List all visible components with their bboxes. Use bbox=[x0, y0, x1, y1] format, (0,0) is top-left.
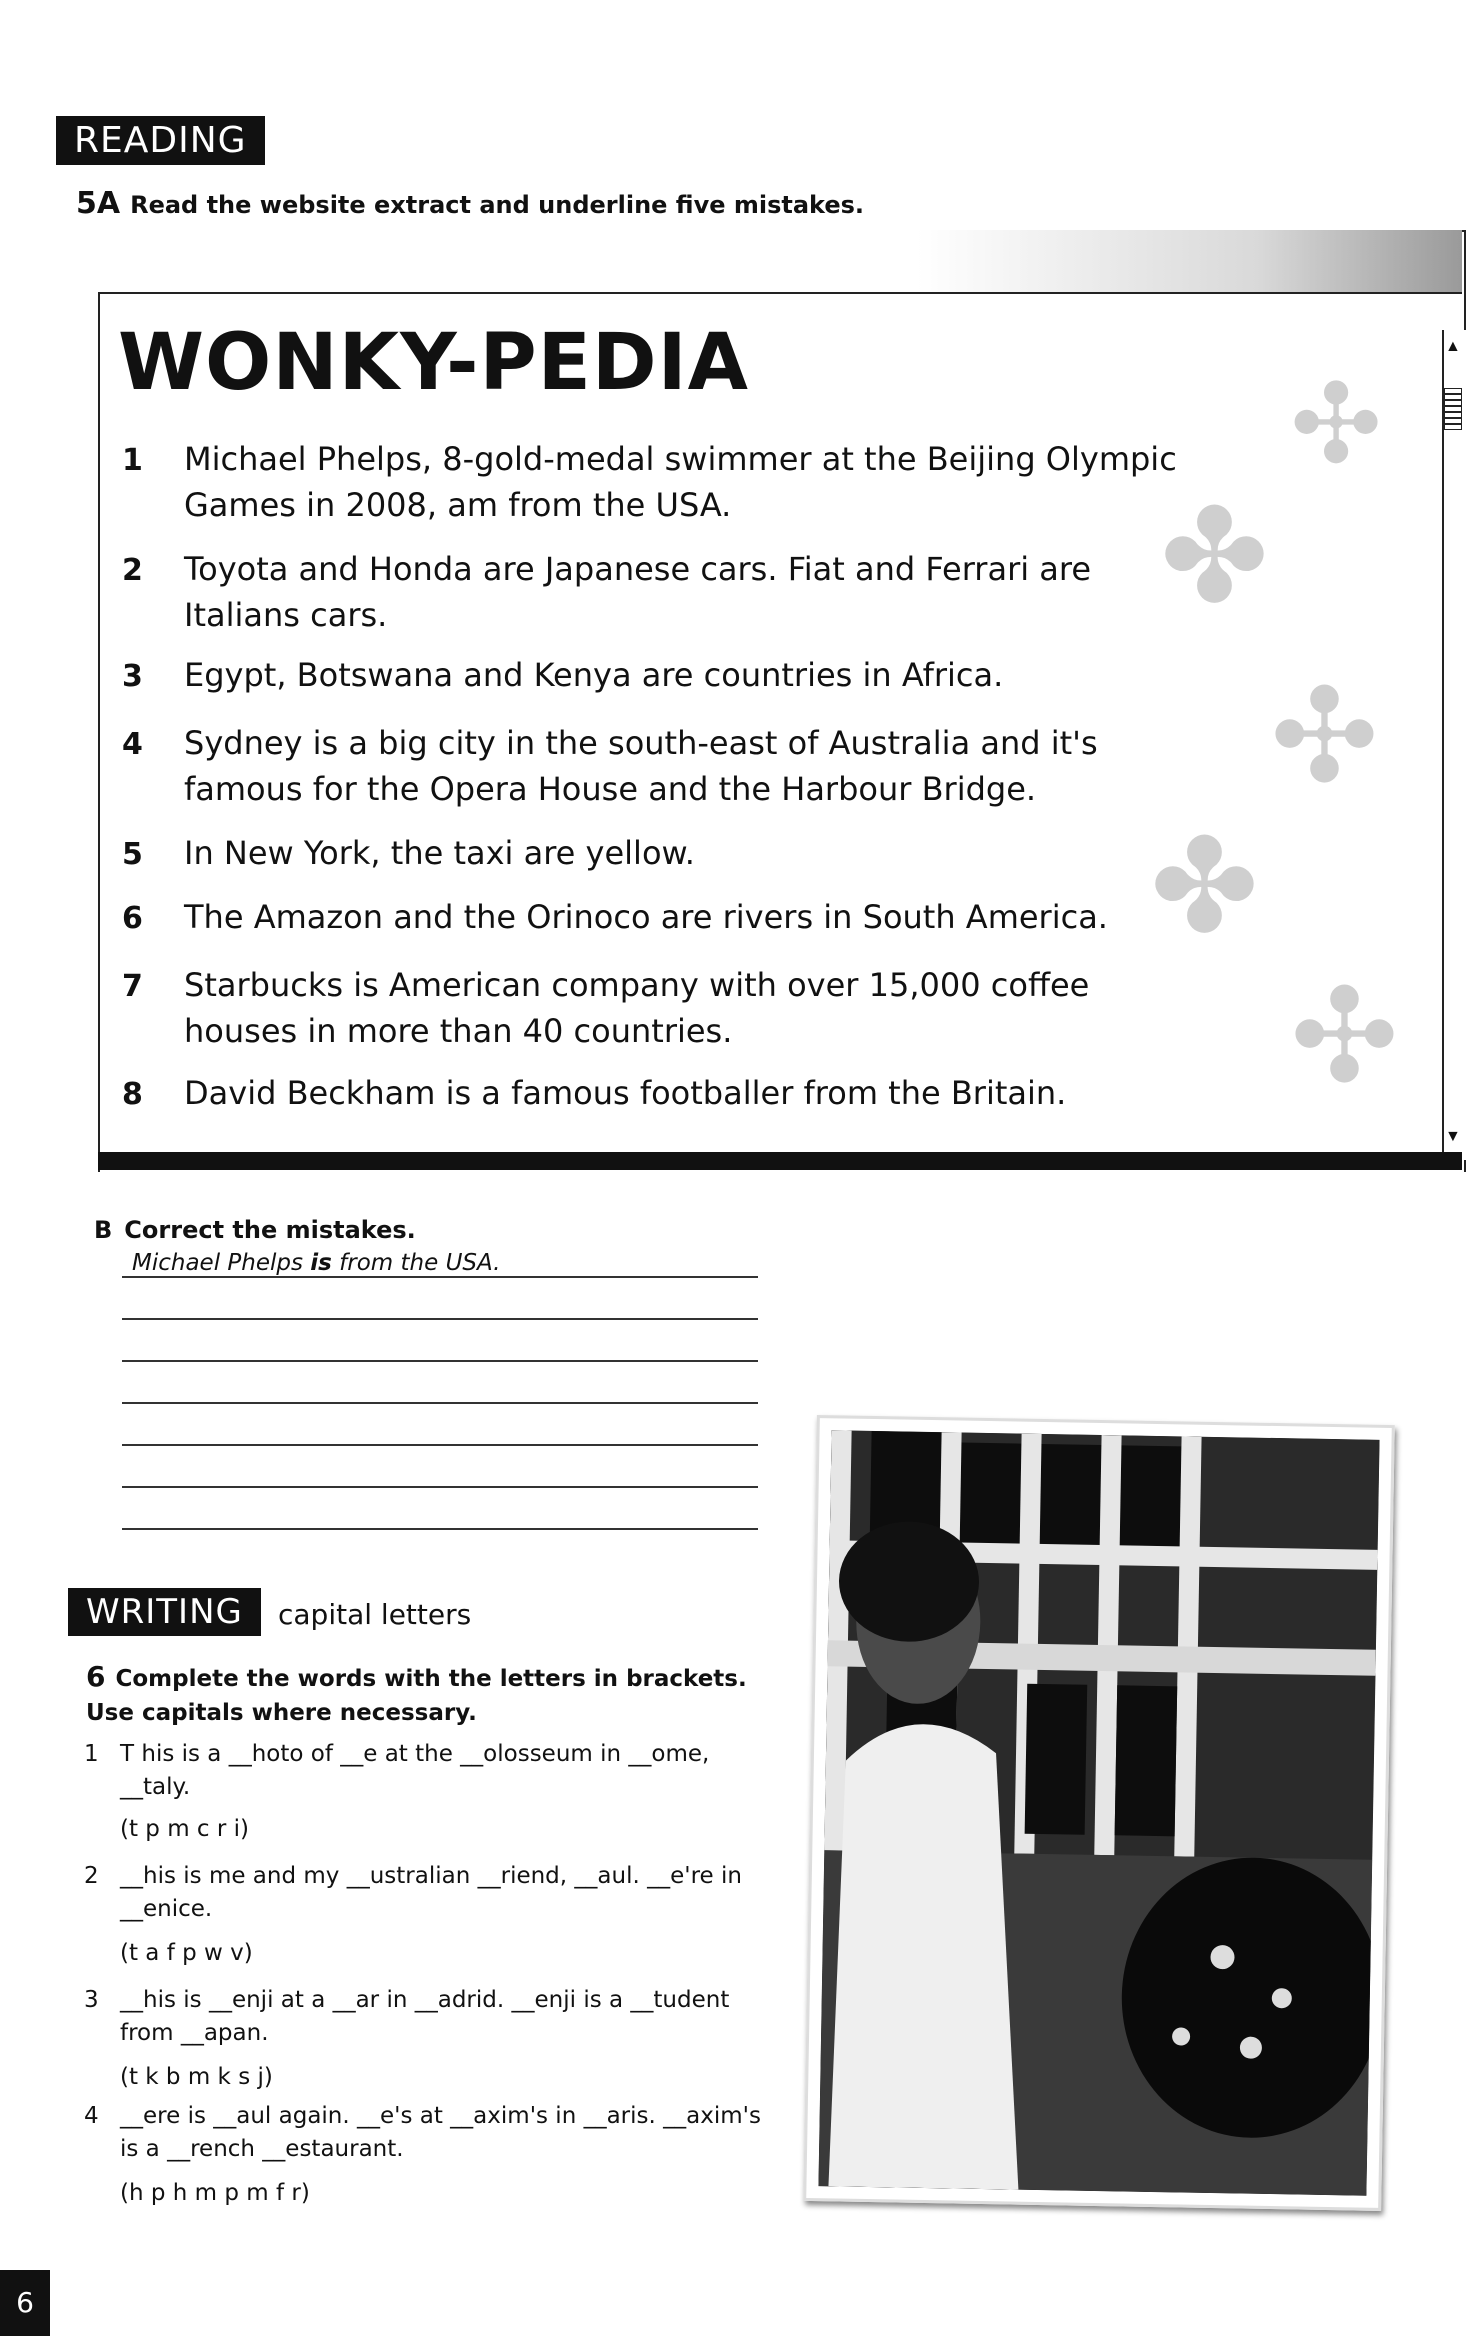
fact-item bbox=[122, 546, 1182, 638]
writing-item-line2[interactable]: __taly. bbox=[120, 1774, 191, 1800]
example-answer-bold: is bbox=[310, 1250, 332, 1276]
fact-number: 7 bbox=[122, 969, 143, 1004]
writing-item-line1[interactable]: __his is __enji at a __ar in __adrid. __enji is a __tudent bbox=[120, 1987, 730, 2013]
fact-number: 5 bbox=[122, 837, 143, 872]
writing-item-line1[interactable]: __ere is __aul again. __e's at __axim's in __aris. __axim's bbox=[120, 2103, 761, 2129]
fact-text: Egypt, Botswana and Kenya are countries in Africa. bbox=[184, 656, 1004, 694]
writing-item-number: 2 bbox=[84, 1863, 99, 1889]
answer-line[interactable] bbox=[122, 1444, 758, 1446]
answer-line[interactable] bbox=[122, 1360, 758, 1362]
example-answer-end: from the USA. bbox=[331, 1250, 501, 1276]
answer-line bbox=[122, 1276, 758, 1278]
letters-in-brackets: (t a f p w v) bbox=[120, 1940, 253, 1966]
exercise-6-number: 6 bbox=[86, 1660, 106, 1693]
part-b-instruction bbox=[94, 1216, 416, 1244]
fact-number: 2 bbox=[122, 553, 143, 588]
fact-number: 6 bbox=[122, 901, 143, 936]
scroll-up-arrow-icon[interactable]: ▲ bbox=[1445, 338, 1461, 355]
exercise-6-instruction bbox=[86, 1660, 747, 1730]
site-title: WONKY-PEDIA bbox=[118, 318, 750, 408]
fact-text: In New York, the taxi are yellow. bbox=[184, 834, 695, 872]
fact-item bbox=[122, 894, 1182, 940]
answer-line[interactable] bbox=[122, 1318, 758, 1320]
page-number: 6 bbox=[0, 2270, 50, 2336]
exercise-5a-instruction bbox=[76, 186, 864, 221]
answer-line[interactable] bbox=[122, 1402, 758, 1404]
website-bottom-bar bbox=[98, 1152, 1462, 1170]
fact-text: Michael Phelps, 8-gold-medal swimmer at the Beijing Olympic Games in 2008, am from the USA. bbox=[184, 440, 1177, 524]
website-browser-bar bbox=[98, 230, 1462, 294]
fact-text: Sydney is a big city in the south-east of Australia and it's famous for the Opera House and the Harbour Bridge. bbox=[184, 724, 1098, 808]
writing-item-line2[interactable]: __enice. bbox=[120, 1896, 213, 1922]
letters-in-brackets: (h p h m p m f r) bbox=[120, 2180, 310, 2206]
writing-item-number: 4 bbox=[84, 2103, 99, 2129]
fact-item bbox=[122, 436, 1182, 528]
fact-number: 3 bbox=[122, 659, 143, 694]
writing-item-number: 3 bbox=[84, 1987, 99, 2013]
fact-number: 8 bbox=[122, 1077, 143, 1112]
exercise-5a-number: 5A bbox=[76, 186, 121, 221]
answer-line[interactable] bbox=[122, 1486, 758, 1488]
fact-item bbox=[122, 652, 1182, 698]
exercise-5a-text: Read the website extract and underline five mistakes. bbox=[130, 191, 865, 219]
example-answer bbox=[132, 1250, 501, 1276]
scroll-down-arrow-icon[interactable]: ▼ bbox=[1445, 1128, 1461, 1145]
fact-item bbox=[122, 962, 1182, 1054]
writing-item-number: 1 bbox=[84, 1741, 99, 1767]
fact-text: The Amazon and the Orinoco are rivers in South America. bbox=[184, 898, 1108, 936]
holiday-photo bbox=[803, 1415, 1395, 2211]
writing-item-line2[interactable]: is a __rench __estaurant. bbox=[120, 2136, 404, 2162]
fact-item bbox=[122, 720, 1182, 812]
photo-illustration bbox=[818, 1430, 1379, 2195]
writing-topic: capital letters bbox=[278, 1598, 472, 1631]
part-b-text: Correct the mistakes. bbox=[124, 1216, 416, 1244]
fact-number: 4 bbox=[122, 727, 143, 762]
photo-image bbox=[818, 1430, 1379, 2195]
writing-section-label: WRITING bbox=[68, 1588, 261, 1636]
answer-line[interactable] bbox=[122, 1528, 758, 1530]
letters-in-brackets: (t k b m k s j) bbox=[120, 2064, 273, 2090]
fact-item bbox=[122, 1070, 1182, 1116]
puzzle-piece-icon: ✤ bbox=[1150, 813, 1259, 959]
puzzle-piece-icon: ✣ bbox=[1290, 363, 1383, 486]
writing-item-line2[interactable]: from __apan. bbox=[120, 2020, 269, 2046]
writing-item-line1[interactable]: T his is a __hoto of __e at the __olosseum in __ome, bbox=[120, 1741, 710, 1767]
fact-number: 1 bbox=[122, 443, 143, 478]
puzzle-piece-icon: ✣ bbox=[1290, 963, 1399, 1109]
part-b-letter: B bbox=[94, 1216, 113, 1244]
fact-text: Starbucks is American company with over 15,000 coffee houses in more than 40 countries. bbox=[184, 966, 1090, 1050]
website-scrollbar[interactable] bbox=[1442, 330, 1466, 1160]
fact-item bbox=[122, 830, 1182, 876]
letters-in-brackets: (t p m c r i) bbox=[120, 1816, 250, 1842]
exercise-6-line2: Use capitals where necessary. bbox=[86, 1700, 477, 1726]
writing-item-line1[interactable]: __his is me and my __ustralian __riend, __aul. __e're in bbox=[120, 1863, 742, 1889]
exercise-6-line1: Complete the words with the letters in brackets. bbox=[115, 1666, 747, 1692]
example-answer-start: Michael Phelps bbox=[132, 1250, 311, 1276]
scroll-thumb[interactable] bbox=[1444, 388, 1462, 430]
fact-text: David Beckham is a famous footballer from the Britain. bbox=[184, 1074, 1067, 1112]
puzzle-piece-icon: ✤ bbox=[1160, 483, 1269, 629]
reading-section-label: READING bbox=[56, 116, 265, 165]
fact-text: Toyota and Honda are Japanese cars. Fiat and Ferrari are Italians cars. bbox=[184, 550, 1092, 634]
puzzle-piece-icon: ✣ bbox=[1270, 663, 1379, 809]
